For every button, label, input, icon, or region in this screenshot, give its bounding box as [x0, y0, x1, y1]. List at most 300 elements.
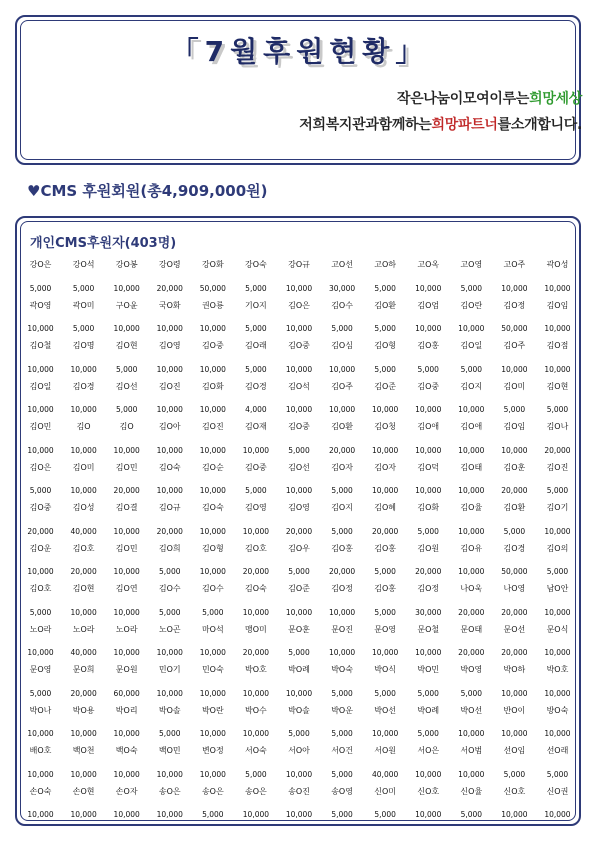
donor-amount: 20,000	[328, 567, 356, 576]
donor-name: 김O환	[503, 503, 526, 512]
donor-amount: 5,000	[546, 486, 569, 495]
donor-amount: 20,000	[501, 486, 528, 495]
donor-amount: 10,000	[458, 445, 485, 455]
donor-amount: 10,000	[415, 283, 442, 293]
donor-cell	[407, 459, 450, 500]
donor-name: 김O지	[460, 381, 483, 391]
donor-name: 변O정	[201, 746, 224, 755]
donor-name: 송O은	[201, 786, 224, 796]
donor-name: 강O은	[29, 260, 52, 269]
donor-name: 맹O미	[245, 624, 267, 634]
donor-name: 문O원	[115, 665, 138, 674]
donor-name: 나O욱	[460, 584, 483, 593]
donor-cell	[364, 742, 407, 783]
donor-name: 노O라	[29, 624, 52, 634]
donor-cell	[407, 661, 450, 702]
donor-amount: 5,000	[72, 324, 95, 333]
donor-amount: 10,000	[501, 810, 528, 819]
donor-amount: 10,000	[372, 486, 399, 495]
donor-amount: 10,000	[113, 324, 140, 333]
donor-name: 김O선	[115, 381, 138, 391]
donor-name: 서O아	[288, 746, 310, 755]
donor-amount: 20,000	[113, 486, 140, 495]
donor-cell	[191, 540, 234, 581]
donor-name: 반O이	[503, 705, 526, 715]
donor-amount: 10,000	[544, 526, 571, 536]
donor-name: 강O숙	[245, 260, 267, 269]
donor-amount: 10,000	[242, 810, 270, 819]
donor-amount: 5,000	[288, 567, 310, 576]
donor-name: 손O현	[72, 786, 95, 796]
donor-name: 김O점	[546, 341, 569, 350]
donor-cell	[105, 418, 148, 459]
donor-amount: 10,000	[458, 324, 485, 333]
donor-amount: 10,000	[156, 486, 183, 495]
donor-amount: 4,000	[245, 405, 267, 414]
donor-cell	[364, 580, 407, 621]
donor-cell	[191, 418, 234, 459]
donor-name: 김O준	[288, 584, 310, 593]
donor-amount: 20,000	[156, 526, 183, 536]
donor-cell	[450, 256, 493, 297]
donor-cell	[234, 702, 277, 743]
donor-name: 곽O성	[546, 260, 569, 269]
donor-cell	[407, 742, 450, 783]
donor-cell	[105, 702, 148, 743]
donor-name: 권O룡	[201, 300, 224, 310]
donor-cell	[277, 580, 320, 621]
donor-cell	[407, 702, 450, 743]
donor-name: 박O호	[546, 665, 569, 674]
donor-cell	[277, 621, 320, 662]
donor-name: 선O래	[546, 746, 569, 755]
donor-cell	[148, 702, 191, 743]
donor-cell	[105, 783, 148, 824]
donor-cell	[277, 661, 320, 702]
donor-amount: 10,000	[285, 364, 313, 374]
donor-cell	[321, 378, 364, 419]
donor-cell	[62, 337, 105, 378]
donor-cell	[191, 742, 234, 783]
donor-cell	[450, 418, 493, 459]
donor-cell	[493, 580, 536, 621]
donor-amount: 10,000	[415, 405, 442, 414]
donor-name: 김O지	[331, 503, 353, 512]
donor-name: 박O례	[417, 705, 440, 715]
donor-cell	[321, 499, 364, 540]
donor-cell	[364, 783, 407, 824]
donor-name: 김O환	[331, 422, 353, 431]
donor-amount: 10,000	[113, 810, 140, 819]
donor-name: 배O호	[29, 746, 52, 755]
donor-cell	[234, 256, 277, 297]
donor-amount: 10,000	[285, 283, 313, 293]
donor-amount: 20,000	[415, 567, 442, 576]
donor-cell	[148, 378, 191, 419]
donor-cell	[536, 702, 579, 743]
donor-name: 방O숙	[546, 705, 569, 715]
donor-amount: 5,000	[374, 567, 396, 576]
donor-amount: 10,000	[156, 648, 183, 657]
donor-cell	[536, 580, 579, 621]
donor-name: 서O은	[417, 746, 440, 755]
donor-name: 문O선	[503, 624, 526, 634]
donor-cell	[277, 337, 320, 378]
donor-amount: 5,000	[245, 283, 267, 293]
donor-amount: 10,000	[70, 486, 97, 495]
donor-cell	[148, 256, 191, 297]
donor-amount: 20,000	[458, 648, 485, 657]
donor-cell	[277, 418, 320, 459]
donor-name: 김O영	[288, 503, 310, 512]
donor-amount: 30,000	[415, 607, 442, 617]
donor-name: 김O민	[29, 422, 52, 431]
donor-cell	[364, 661, 407, 702]
donor-cell	[105, 378, 148, 419]
donor-amount: 10,000	[242, 445, 270, 455]
donor-name: 김O정	[503, 300, 526, 310]
donor-cell	[277, 297, 320, 338]
donor-name: 김O형	[201, 543, 224, 553]
donor-name: 서O범	[460, 746, 483, 755]
donor-name: 고O선	[331, 260, 353, 269]
donor-amount: 10,000	[242, 729, 270, 738]
donor-name: 국O화	[158, 300, 181, 310]
donor-name: 김O화	[417, 503, 440, 512]
donor-name: 송O은	[245, 786, 267, 796]
donor-name: 노O라	[115, 624, 138, 634]
donor-table-title: 개인CMS후원자(403명)	[30, 236, 177, 251]
donor-cell	[407, 540, 450, 581]
donor-cell	[148, 621, 191, 662]
donor-name: 김O경	[245, 381, 267, 391]
donor-amount: 10,000	[156, 364, 183, 374]
donor-name: 노O곤	[158, 624, 181, 634]
donor-amount: 10,000	[544, 283, 571, 293]
donor-cell	[234, 540, 277, 581]
donor-cell	[105, 297, 148, 338]
donor-name: 나O영	[503, 584, 526, 593]
donor-amount: 10,000	[328, 648, 356, 657]
donor-cell	[450, 783, 493, 824]
donor-amount: 20,000	[285, 526, 313, 536]
page-title: 「7월후원현황」	[170, 35, 430, 68]
donor-amount: 10,000	[113, 283, 140, 293]
donor-amount: 5,000	[202, 607, 224, 617]
donor-name: 김O영	[245, 503, 267, 512]
donor-cell	[62, 580, 105, 621]
donor-cell	[105, 459, 148, 500]
donor-amount: 5,000	[288, 648, 310, 657]
donor-cell	[321, 337, 364, 378]
donor-cell	[19, 580, 62, 621]
donor-name: 문O식	[546, 624, 569, 634]
donor-name: 김O준	[374, 381, 397, 391]
donor-name: 신O호	[417, 786, 440, 796]
donor-amount: 10,000	[458, 567, 485, 576]
donor-amount: 10,000	[501, 364, 528, 374]
donor-amount: 5,000	[374, 810, 396, 819]
donor-name: 김O영	[158, 341, 181, 350]
donor-amount: 10,000	[27, 729, 54, 738]
donor-name: 김O나	[546, 422, 569, 431]
donor-cell	[62, 459, 105, 500]
donor-name: 신O율	[460, 786, 483, 796]
donor-name: 김O호	[72, 543, 95, 553]
donor-name: 김O진	[158, 381, 181, 391]
donor-name: 김O미	[72, 462, 95, 472]
donor-amount: 10,000	[27, 769, 54, 779]
donor-amount: 5,000	[202, 810, 224, 819]
donor-cell	[536, 540, 579, 581]
donor-amount: 40,000	[70, 648, 97, 657]
donor-amount: 5,000	[331, 526, 353, 536]
donor-cell	[364, 459, 407, 500]
donor-amount: 10,000	[27, 364, 54, 374]
donor-name: 김O심	[331, 341, 353, 350]
donor-cell	[450, 621, 493, 662]
donor-amount: 10,000	[113, 526, 140, 536]
donor-amount: 5,000	[331, 729, 353, 738]
donor-cell	[191, 378, 234, 419]
donor-name: 김O화	[201, 381, 224, 391]
donor-name: 김O희	[158, 543, 181, 553]
donor-name: 문O철	[417, 624, 440, 634]
donor-name: 김O중	[288, 341, 310, 350]
donor-cell	[234, 459, 277, 500]
donor-cell	[321, 418, 364, 459]
donor-cell	[277, 459, 320, 500]
donor-cell	[62, 418, 105, 459]
donor-amount: 50,000	[501, 324, 528, 333]
donor-amount: 10,000	[199, 445, 226, 455]
header-line-2-text: 저희복지관과함께하는	[299, 117, 432, 133]
donor-name: 김O명	[72, 341, 95, 350]
donor-amount: 5,000	[29, 486, 52, 495]
donor-name: 김O환	[374, 300, 397, 310]
donor-amount: 10,000	[242, 688, 270, 698]
donor-name: 송O영	[331, 786, 353, 796]
donor-amount: 5,000	[503, 526, 526, 536]
donor-cell	[62, 378, 105, 419]
donor-amount: 10,000	[113, 769, 140, 779]
donor-name: 문O영	[29, 665, 52, 674]
donor-amount: 10,000	[285, 810, 313, 819]
donor-name: 김O형	[374, 341, 397, 350]
donor-name: 고O옥	[417, 260, 440, 269]
donor-amount: 5,000	[245, 324, 267, 333]
donor-cell	[234, 580, 277, 621]
donor-cell	[364, 256, 407, 297]
donor-name: 박O란	[201, 705, 224, 715]
donor-amount: 50,000	[199, 283, 226, 293]
donor-name: 김O임	[546, 300, 569, 310]
donor-amount: 10,000	[501, 729, 528, 738]
donor-amount: 10,000	[328, 364, 356, 374]
donor-amount: 10,000	[458, 405, 485, 414]
donor-amount: 10,000	[285, 607, 313, 617]
donor-cell	[191, 783, 234, 824]
donor-cell	[277, 256, 320, 297]
donor-cell	[536, 742, 579, 783]
donor-amount: 10,000	[156, 688, 183, 698]
donor-amount: 5,000	[546, 567, 569, 576]
donor-cell	[234, 337, 277, 378]
donor-amount: 10,000	[242, 526, 270, 536]
donor-amount: 20,000	[458, 607, 485, 617]
donor-cell	[407, 337, 450, 378]
donor-name: 강O석	[72, 260, 95, 269]
donor-name: 박O운	[331, 705, 353, 715]
donor-cell	[277, 499, 320, 540]
donor-amount: 5,000	[374, 283, 396, 293]
donor-cell	[234, 621, 277, 662]
donor-cell	[62, 256, 105, 297]
donor-name: 김O수	[201, 584, 224, 593]
header-line-2-suffix: 를소개합니다.	[497, 117, 582, 133]
donor-amount: 5,000	[115, 405, 138, 414]
donor-amount: 10,000	[372, 648, 399, 657]
donor-cell	[234, 297, 277, 338]
donor-cell	[450, 702, 493, 743]
donor-name: 김O란	[460, 300, 483, 310]
donor-cell	[364, 297, 407, 338]
donor-amount: 5,000	[29, 688, 52, 698]
donor-cell	[493, 378, 536, 419]
donor-amount: 5,000	[417, 526, 439, 536]
donor-name: 김O원	[417, 543, 440, 553]
donor-cell	[62, 783, 105, 824]
donor-cell	[105, 256, 148, 297]
donor-amount: 10,000	[156, 810, 183, 819]
donor-cell	[450, 742, 493, 783]
donor-amount: 10,000	[415, 445, 442, 455]
donor-cell	[321, 783, 364, 824]
donor-name: 강O봉	[115, 260, 138, 269]
donor-cell	[407, 783, 450, 824]
donor-amount: 10,000	[415, 648, 442, 657]
donor-cell	[19, 702, 62, 743]
donor-name: 백O민	[158, 746, 181, 755]
donor-cell	[105, 621, 148, 662]
donor-amount: 10,000	[458, 486, 485, 495]
donor-cell	[191, 459, 234, 500]
donor-cell	[450, 297, 493, 338]
donor-amount: 40,000	[372, 769, 399, 779]
donor-cell	[277, 540, 320, 581]
donor-cell	[234, 742, 277, 783]
donor-amount: 20,000	[501, 607, 528, 617]
donor-name: 고O주	[503, 260, 526, 269]
donor-amount: 10,000	[27, 405, 54, 414]
donor-amount: 10,000	[544, 688, 571, 698]
donor-cell	[148, 661, 191, 702]
donor-amount: 5,000	[29, 283, 52, 293]
donor-amount: 10,000	[501, 445, 528, 455]
donor-amount: 5,000	[546, 405, 569, 414]
donor-amount: 20,000	[156, 283, 183, 293]
donor-cell	[62, 661, 105, 702]
donor-amount: 10,000	[199, 526, 226, 536]
donor-amount: 10,000	[113, 607, 140, 617]
donor-name: 김O태	[460, 462, 483, 472]
donor-name: 김O훈	[503, 462, 526, 472]
donor-amount: 10,000	[458, 729, 485, 738]
donor-amount: 5,000	[331, 324, 353, 333]
donor-cell	[19, 297, 62, 338]
donor-cell	[450, 540, 493, 581]
donor-cell	[493, 459, 536, 500]
donor-amount: 40,000	[70, 526, 97, 536]
donor-name: 구O윤	[115, 300, 138, 310]
donor-cell	[19, 540, 62, 581]
donor-cell	[450, 378, 493, 419]
donor-amount: 10,000	[285, 324, 313, 333]
donor-cell	[536, 621, 579, 662]
donor-cell	[105, 337, 148, 378]
donor-name: 김O호	[245, 543, 267, 553]
donor-amount: 5,000	[417, 688, 439, 698]
donor-cell	[62, 499, 105, 540]
donor-name: 민O기	[158, 665, 181, 674]
donor-amount: 5,000	[159, 729, 181, 738]
donor-name: 손O자	[115, 786, 138, 796]
donor-name: 마O석	[201, 624, 224, 634]
donor-amount: 10,000	[27, 324, 54, 333]
donor-cell	[148, 459, 191, 500]
donor-name: 김O민	[115, 543, 138, 553]
donor-cell	[234, 418, 277, 459]
donor-name: 문O진	[331, 624, 353, 634]
donor-cell	[364, 418, 407, 459]
donor-amount: 10,000	[544, 648, 571, 657]
donor-name: 김O민	[115, 462, 138, 472]
donor-cell	[407, 378, 450, 419]
donor-amount: 5,000	[503, 405, 526, 414]
donor-amount: 10,000	[113, 567, 140, 576]
donor-amount: 5,000	[546, 769, 569, 779]
donor-amount: 5,000	[245, 769, 267, 779]
donor-cell	[148, 297, 191, 338]
donor-grid	[19, 256, 579, 823]
donor-cell	[321, 621, 364, 662]
donor-name: 김O엄	[417, 300, 440, 310]
donor-name: 박O례	[288, 665, 310, 674]
donor-cell	[191, 580, 234, 621]
donor-cell	[321, 540, 364, 581]
donor-amount: 5,000	[374, 607, 396, 617]
donor-cell	[19, 742, 62, 783]
donor-name: 김O일	[460, 341, 483, 350]
donor-amount: 10,000	[544, 810, 571, 819]
donor-name: 김O중	[201, 341, 224, 350]
donor-amount: 20,000	[27, 526, 54, 536]
donor-amount: 5,000	[288, 729, 310, 738]
donor-cell	[105, 499, 148, 540]
donor-amount: 5,000	[159, 567, 181, 576]
donor-amount: 10,000	[199, 688, 226, 698]
donor-name: 김O은	[29, 462, 52, 472]
donor-name: 김O홍	[331, 543, 353, 553]
donor-cell	[234, 661, 277, 702]
donor-name: 김O정	[417, 584, 440, 593]
donor-name: 김O덕	[417, 462, 440, 472]
donor-cell	[19, 459, 62, 500]
donor-name: 서O원	[374, 746, 397, 755]
donor-name: 김O숙	[245, 584, 267, 593]
donor-cell	[493, 337, 536, 378]
donor-name: 김O래	[245, 341, 267, 350]
